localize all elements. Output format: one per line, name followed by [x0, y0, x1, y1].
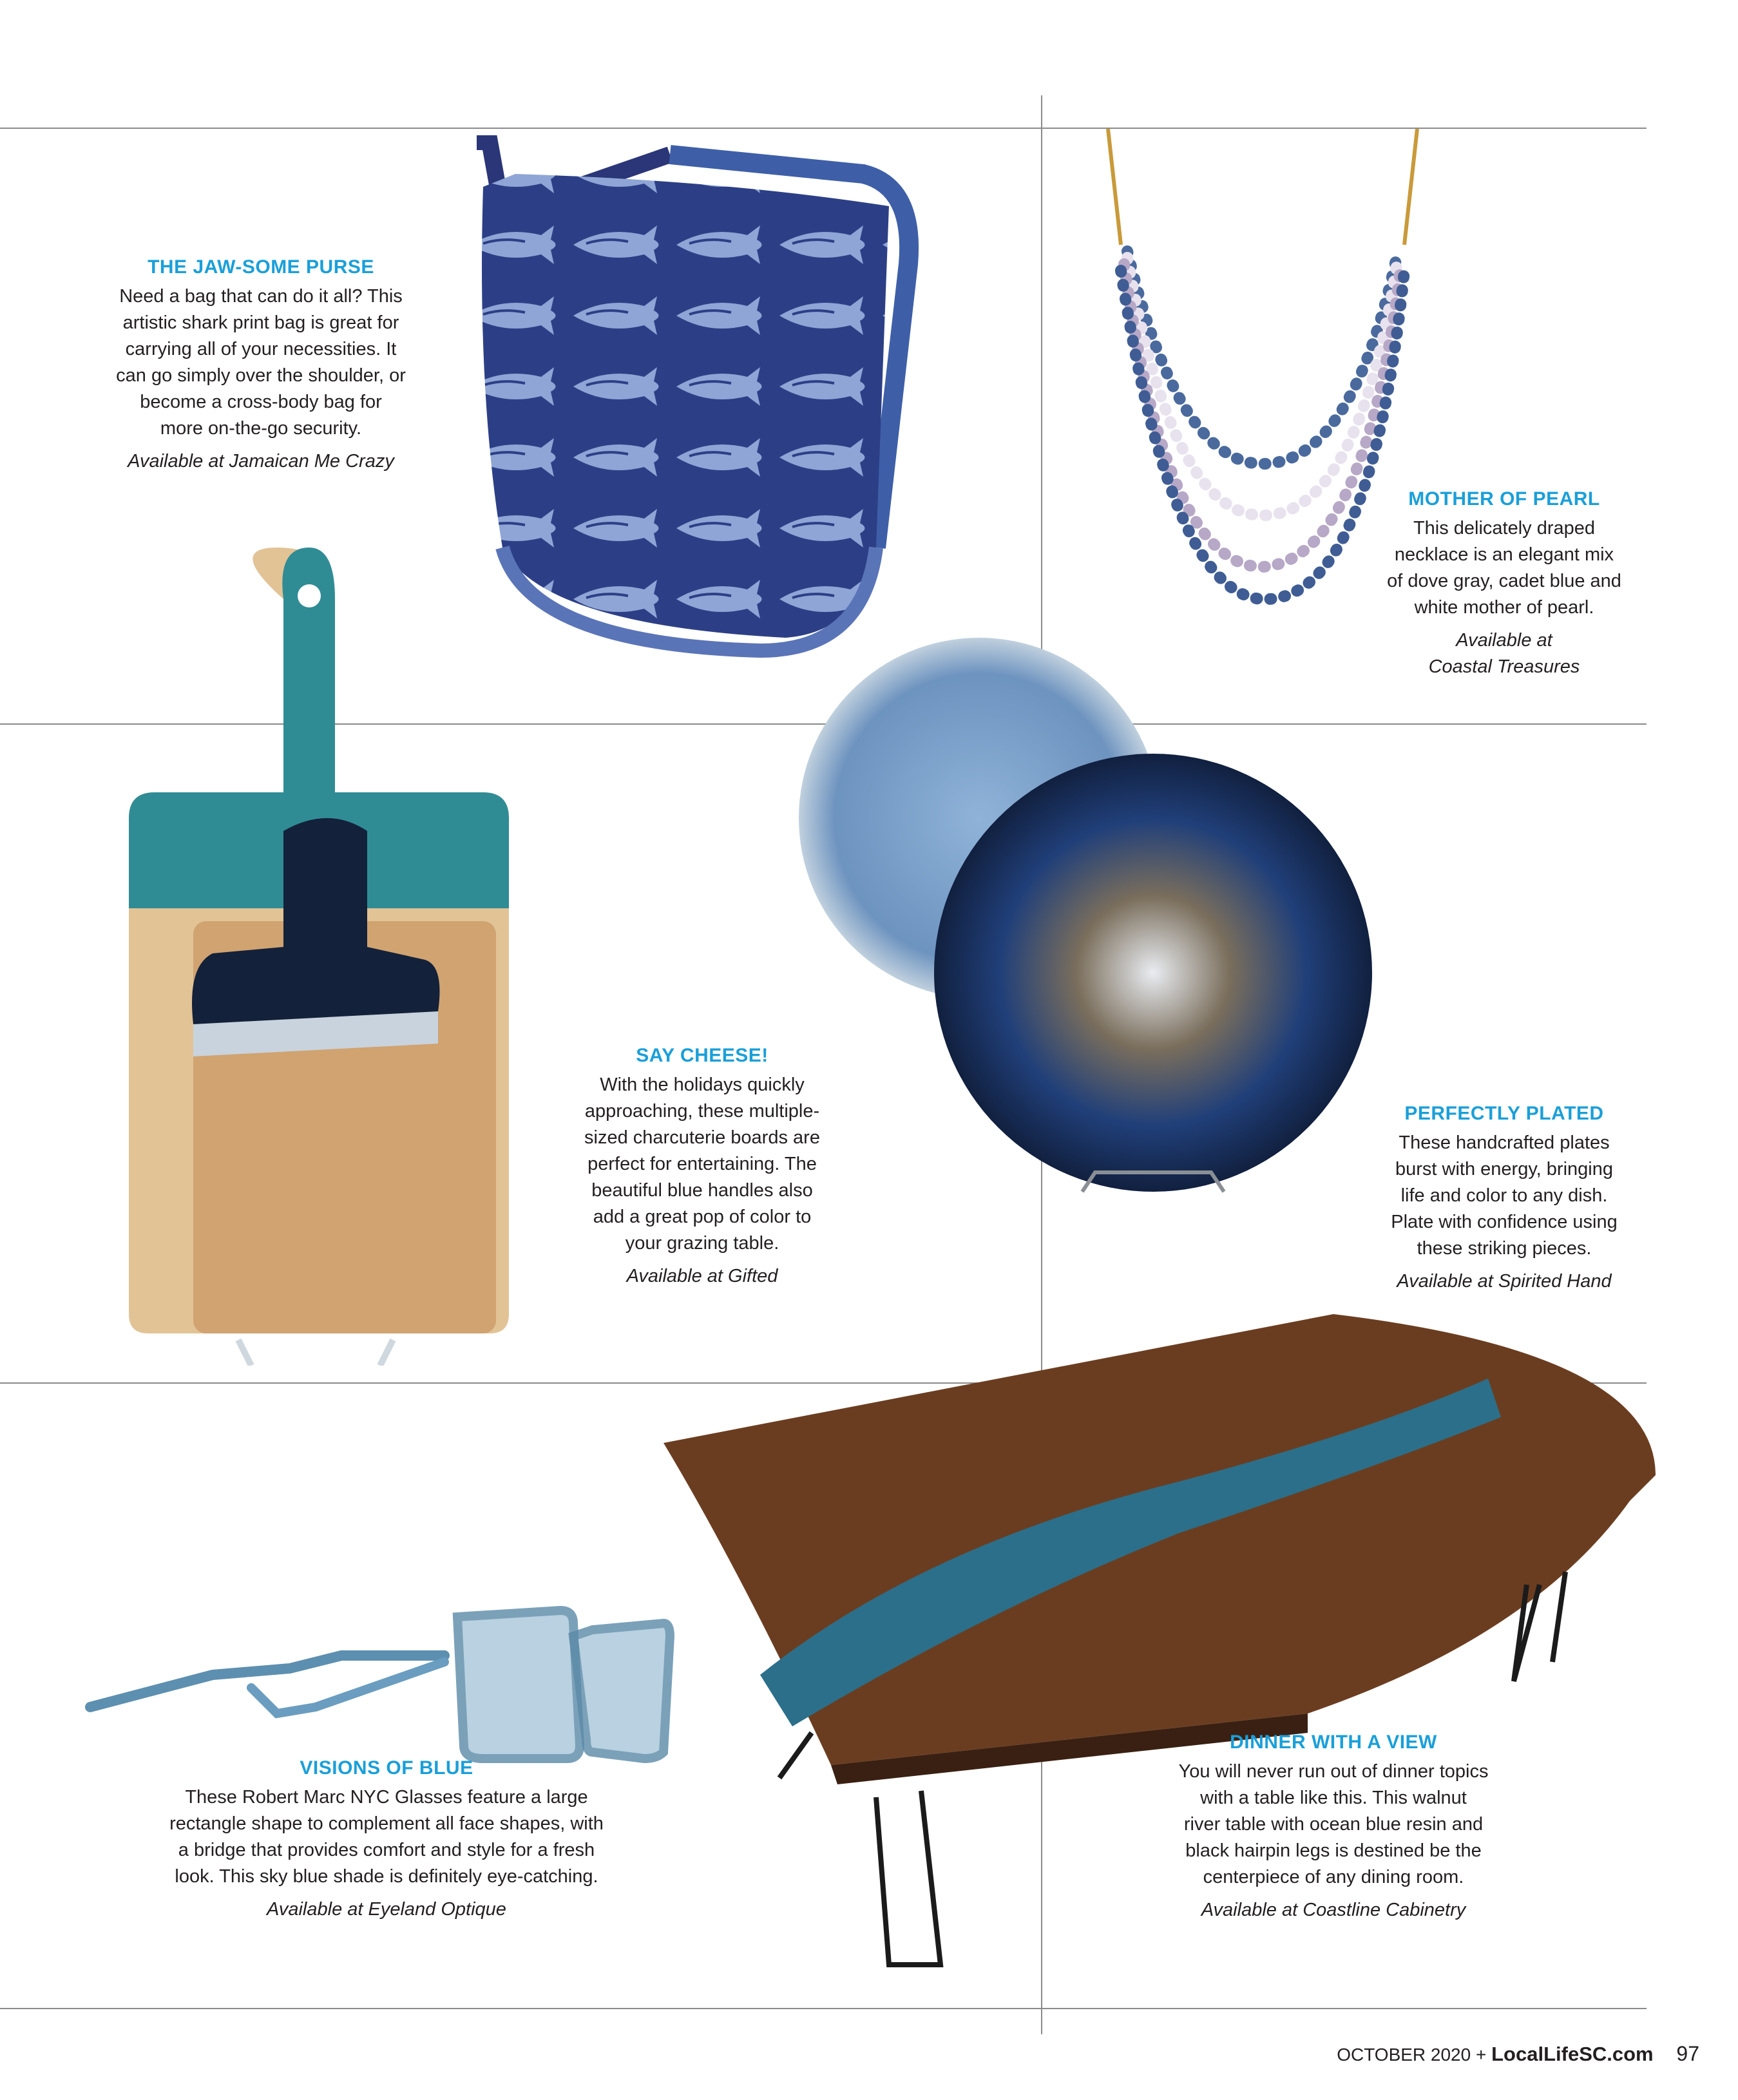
plates-description: These handcrafted plates burst with energy, bringing life and color to any dish. Plate with confidence using these striking pieces.	[1391, 1132, 1618, 1259]
purse-availability: Available at Jamaican Me Crazy	[128, 451, 394, 472]
issue-date: OCTOBER 2020 +	[1337, 2045, 1487, 2065]
blue-glasses-image	[84, 1559, 676, 1765]
table-description: You will never run out of dinner topics with a table like this. This walnut river table with ocean blue resin and black hairpin legs is destined be the centerpiece of any dining room.	[1178, 1761, 1489, 1887]
site-link[interactable]: LocalLifeSC.com	[1491, 2043, 1654, 2065]
table-title: DINNER WITH A VIEW	[1230, 1732, 1437, 1753]
necklace-title: MOTHER OF PEARL	[1408, 488, 1600, 510]
purse-description: Need a bag that can do it all? This artistic shark print bag is great for carrying all of your necessities. It can go simply over the shoulder, or become a cross-body bag for more on-the-go security.	[116, 286, 406, 439]
boards-description: With the holidays quickly approaching, these multiple- sized charcuterie boards are perfect for entertaining. The beautiful blue handles also add a great pop of color to your grazing table.	[584, 1074, 820, 1254]
bottom-rule	[0, 2008, 1647, 2009]
boards-availability: Available at Gifted	[626, 1266, 778, 1286]
necklace-text-block	[1346, 488, 1662, 680]
table-text-block	[1140, 1732, 1527, 1923]
ceramic-plates-image	[792, 638, 1372, 1205]
plates-text-block	[1340, 1103, 1668, 1295]
table-availability: Available at Coastline Cabinetry	[1201, 1900, 1466, 1920]
plates-availability: Available at Spirited Hand	[1397, 1271, 1612, 1292]
page-number: 97	[1676, 2042, 1699, 2065]
shark-purse-image	[464, 135, 953, 670]
necklace-description: This delicately draped necklace is an elegant mix of dove gray, cadet blue and white mother of pearl.	[1387, 518, 1621, 618]
purse-text-block	[84, 256, 438, 475]
necklace-availability: Available at Coastal Treasures	[1428, 630, 1580, 677]
glasses-availability: Available at Eyeland Optique	[267, 1899, 506, 1920]
purse-title: THE JAW-SOME PURSE	[148, 256, 374, 278]
boards-title: SAY CHEESE!	[636, 1045, 769, 1066]
charcuterie-boards-image	[122, 548, 535, 1366]
glasses-text-block	[126, 1757, 647, 1923]
glasses-title: VISIONS OF BLUE	[300, 1757, 473, 1779]
glasses-description: These Robert Marc NYC Glasses feature a large rectangle shape to complement all face shapes, with a bridge that provides comfort and style for a fresh look. This sky blue shade is definitely eye-catching.	[169, 1787, 604, 1887]
page-footer	[1337, 2042, 1699, 2066]
plates-title: PERFECTLY PLATED	[1404, 1103, 1604, 1124]
